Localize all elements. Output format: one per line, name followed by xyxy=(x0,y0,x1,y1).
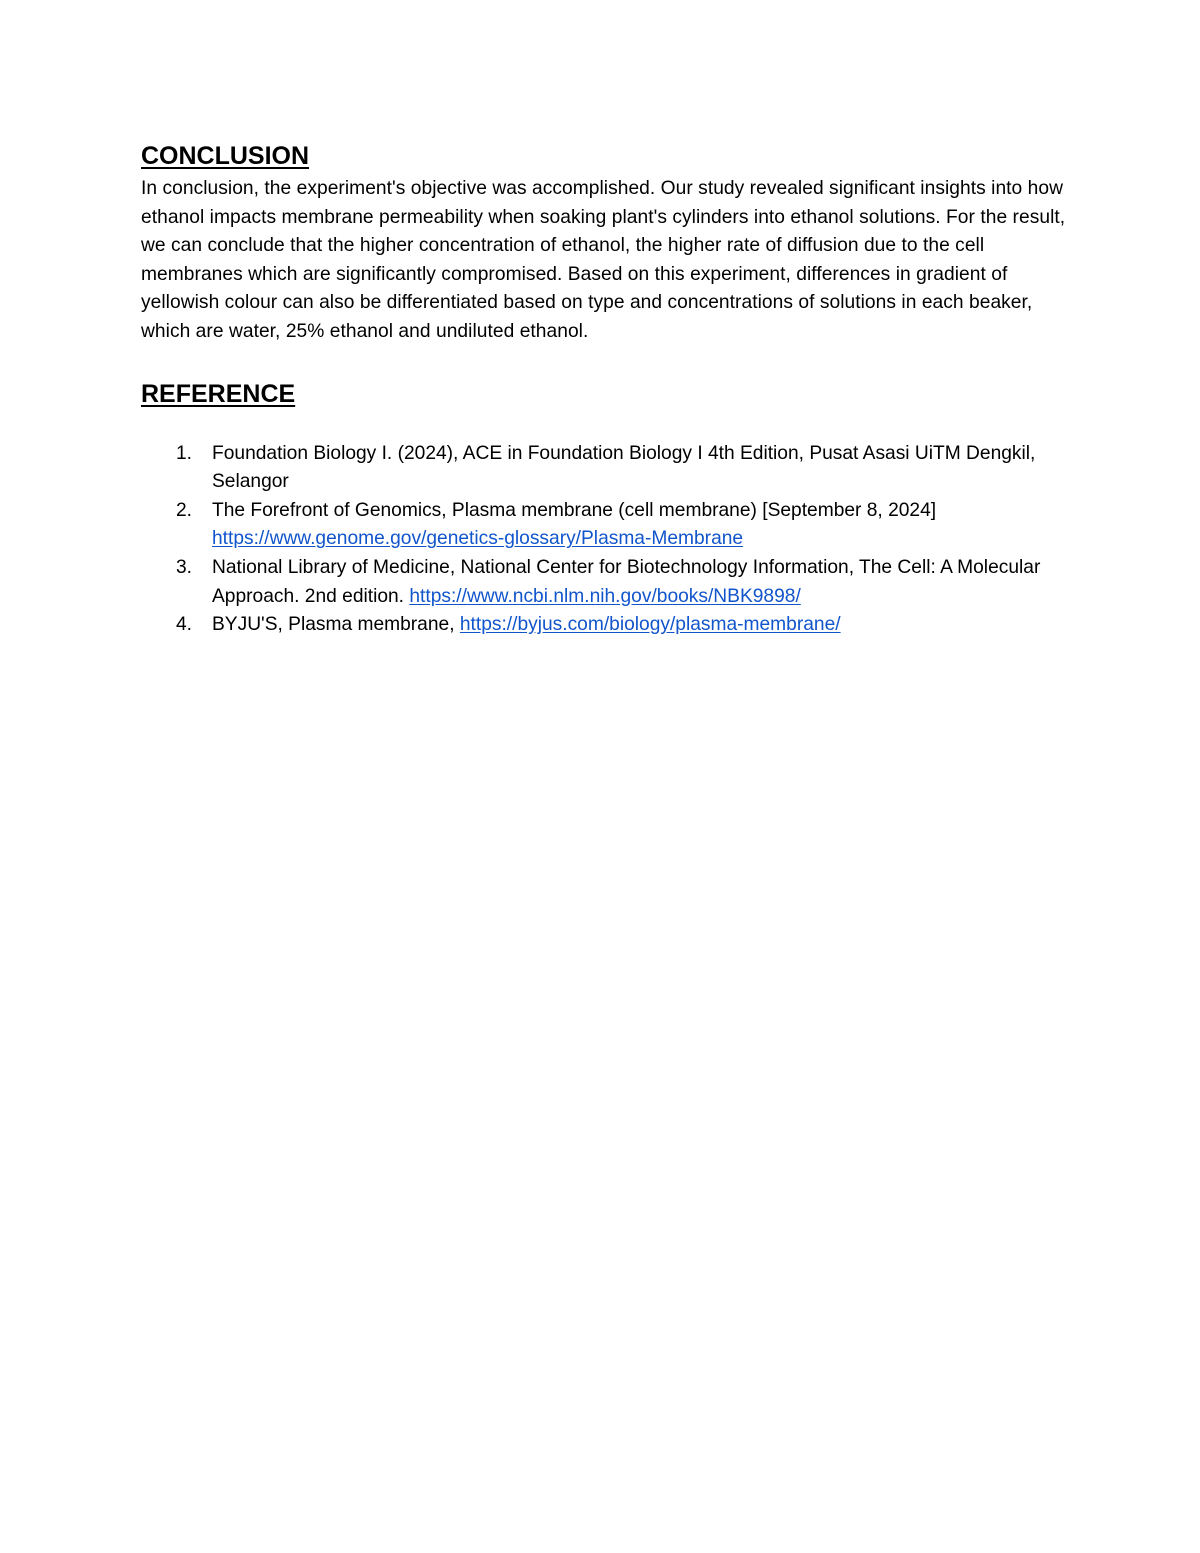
reference-item-4 xyxy=(141,611,1071,640)
reference-text: BYJU'S, Plasma membrane, xyxy=(212,614,460,636)
reference-number: 4. xyxy=(176,614,193,636)
reference-number: 1. xyxy=(176,442,193,464)
reference-item-1 xyxy=(141,440,1071,497)
reference-item-2 xyxy=(141,497,1071,554)
reference-item-3 xyxy=(141,554,1071,611)
reference-link[interactable]: https://www.ncbi.nlm.nih.gov/books/NBK9898/ xyxy=(409,585,801,607)
reference-number: 2. xyxy=(176,499,193,521)
reference-link[interactable]: https://www.genome.gov/genetics-glossary/Plasma-Membrane xyxy=(212,528,744,550)
reference-text: Foundation Biology I. (2024), ACE in Foundation Biology I 4th Edition, Pusat Asasi UiTM Dengkil, Selangor xyxy=(212,442,1036,493)
reference-list xyxy=(141,440,1071,640)
conclusion-paragraph: In conclusion, the experiment's objective was accomplished. Our study revealed significant insights into how ethanol impacts membrane permeability when soaking plant's cylinders into ethanol solutions. For the result, we can conclude that the higher concentration of ethanol, the higher rate of diffusion due to the cell membranes which are significantly compromised. Based on this experiment, differences in gradient of yellowish colour can also be differentiated based on type and concentrations of solutions in each beaker, which are water, 25% ethanol and undiluted ethanol. xyxy=(141,178,1066,342)
document-page xyxy=(141,138,1071,640)
reference-text: The Forefront of Genomics, Plasma membrane (cell membrane) [September 8, 2024] xyxy=(212,499,937,521)
reference-heading: REFERENCE xyxy=(141,379,296,408)
reference-number: 3. xyxy=(176,556,193,578)
reference-text: National Library of Medicine, National Center for Biotechnology Information, The Cell: A Molecular Approach. 2nd edition. xyxy=(212,556,1041,607)
conclusion-heading: CONCLUSION xyxy=(141,142,310,170)
reference-link[interactable]: https://byjus.com/biology/plasma-membrane/ xyxy=(459,614,841,636)
